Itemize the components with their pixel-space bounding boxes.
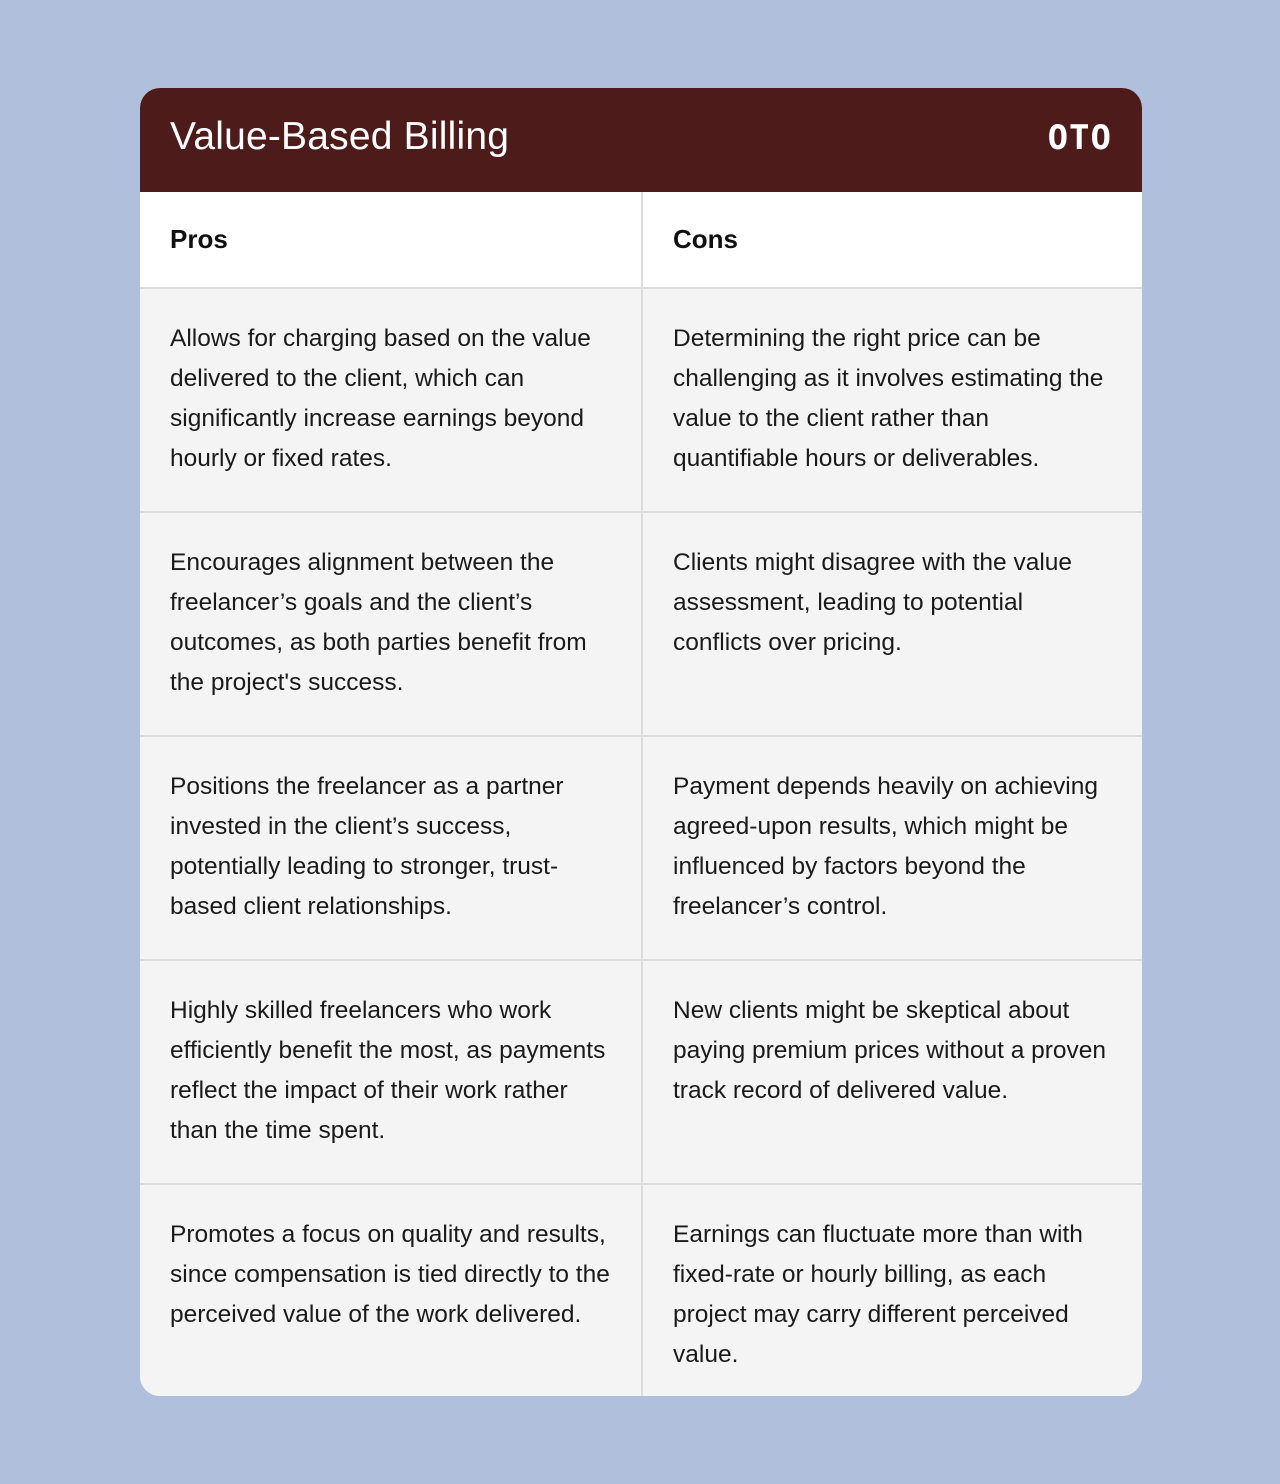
pros-cons-card	[140, 88, 1142, 1396]
table-row	[140, 1185, 1142, 1396]
table-row	[140, 289, 1142, 513]
con-cell: Earnings can fluctuate more than with fixed-rate or hourly billing, as each project may carry different perceived value.	[641, 1185, 1142, 1396]
con-cell: Determining the right price can be challenging as it involves estimating the value to the client rather than quantifiable hours or deliverables.	[641, 289, 1142, 511]
cons-column-header: Cons	[641, 192, 1142, 287]
card-title: Value-Based Billing	[170, 115, 510, 158]
pro-cell: Encourages alignment between the freelancer’s goals and the client’s outcomes, as both parties benefit from the project's success.	[170, 549, 587, 696]
table-row	[140, 513, 1142, 737]
pros-column-header: Pros	[170, 224, 228, 254]
con-cell: Payment depends heavily on achieving agreed-upon results, which might be influenced by factors beyond the freelancer’s control.	[641, 737, 1142, 959]
pro-cell: Highly skilled freelancers who work efficiently benefit the most, as payments reflect the impact of their work rather than the time spent.	[170, 997, 606, 1144]
table-header-row	[140, 192, 1142, 289]
card-header	[140, 88, 1142, 192]
table-row	[140, 961, 1142, 1185]
con-cell: New clients might be skeptical about paying premium prices without a proven track record of delivered value.	[641, 961, 1142, 1183]
table-row	[140, 737, 1142, 961]
brand-logo: OTO	[1047, 118, 1112, 158]
pro-cell: Positions the freelancer as a partner invested in the client’s success, potentially leading to stronger, trust-based client relationships.	[170, 773, 564, 920]
pro-cell: Allows for charging based on the value delivered to the client, which can significantly increase earnings beyond hourly or fixed rates.	[170, 325, 591, 472]
pro-cell: Promotes a focus on quality and results, since compensation is tied directly to the perceived value of the work delivered.	[170, 1221, 610, 1328]
con-cell: Clients might disagree with the value assessment, leading to potential conflicts over pricing.	[641, 513, 1142, 735]
table-body	[140, 289, 1142, 1396]
